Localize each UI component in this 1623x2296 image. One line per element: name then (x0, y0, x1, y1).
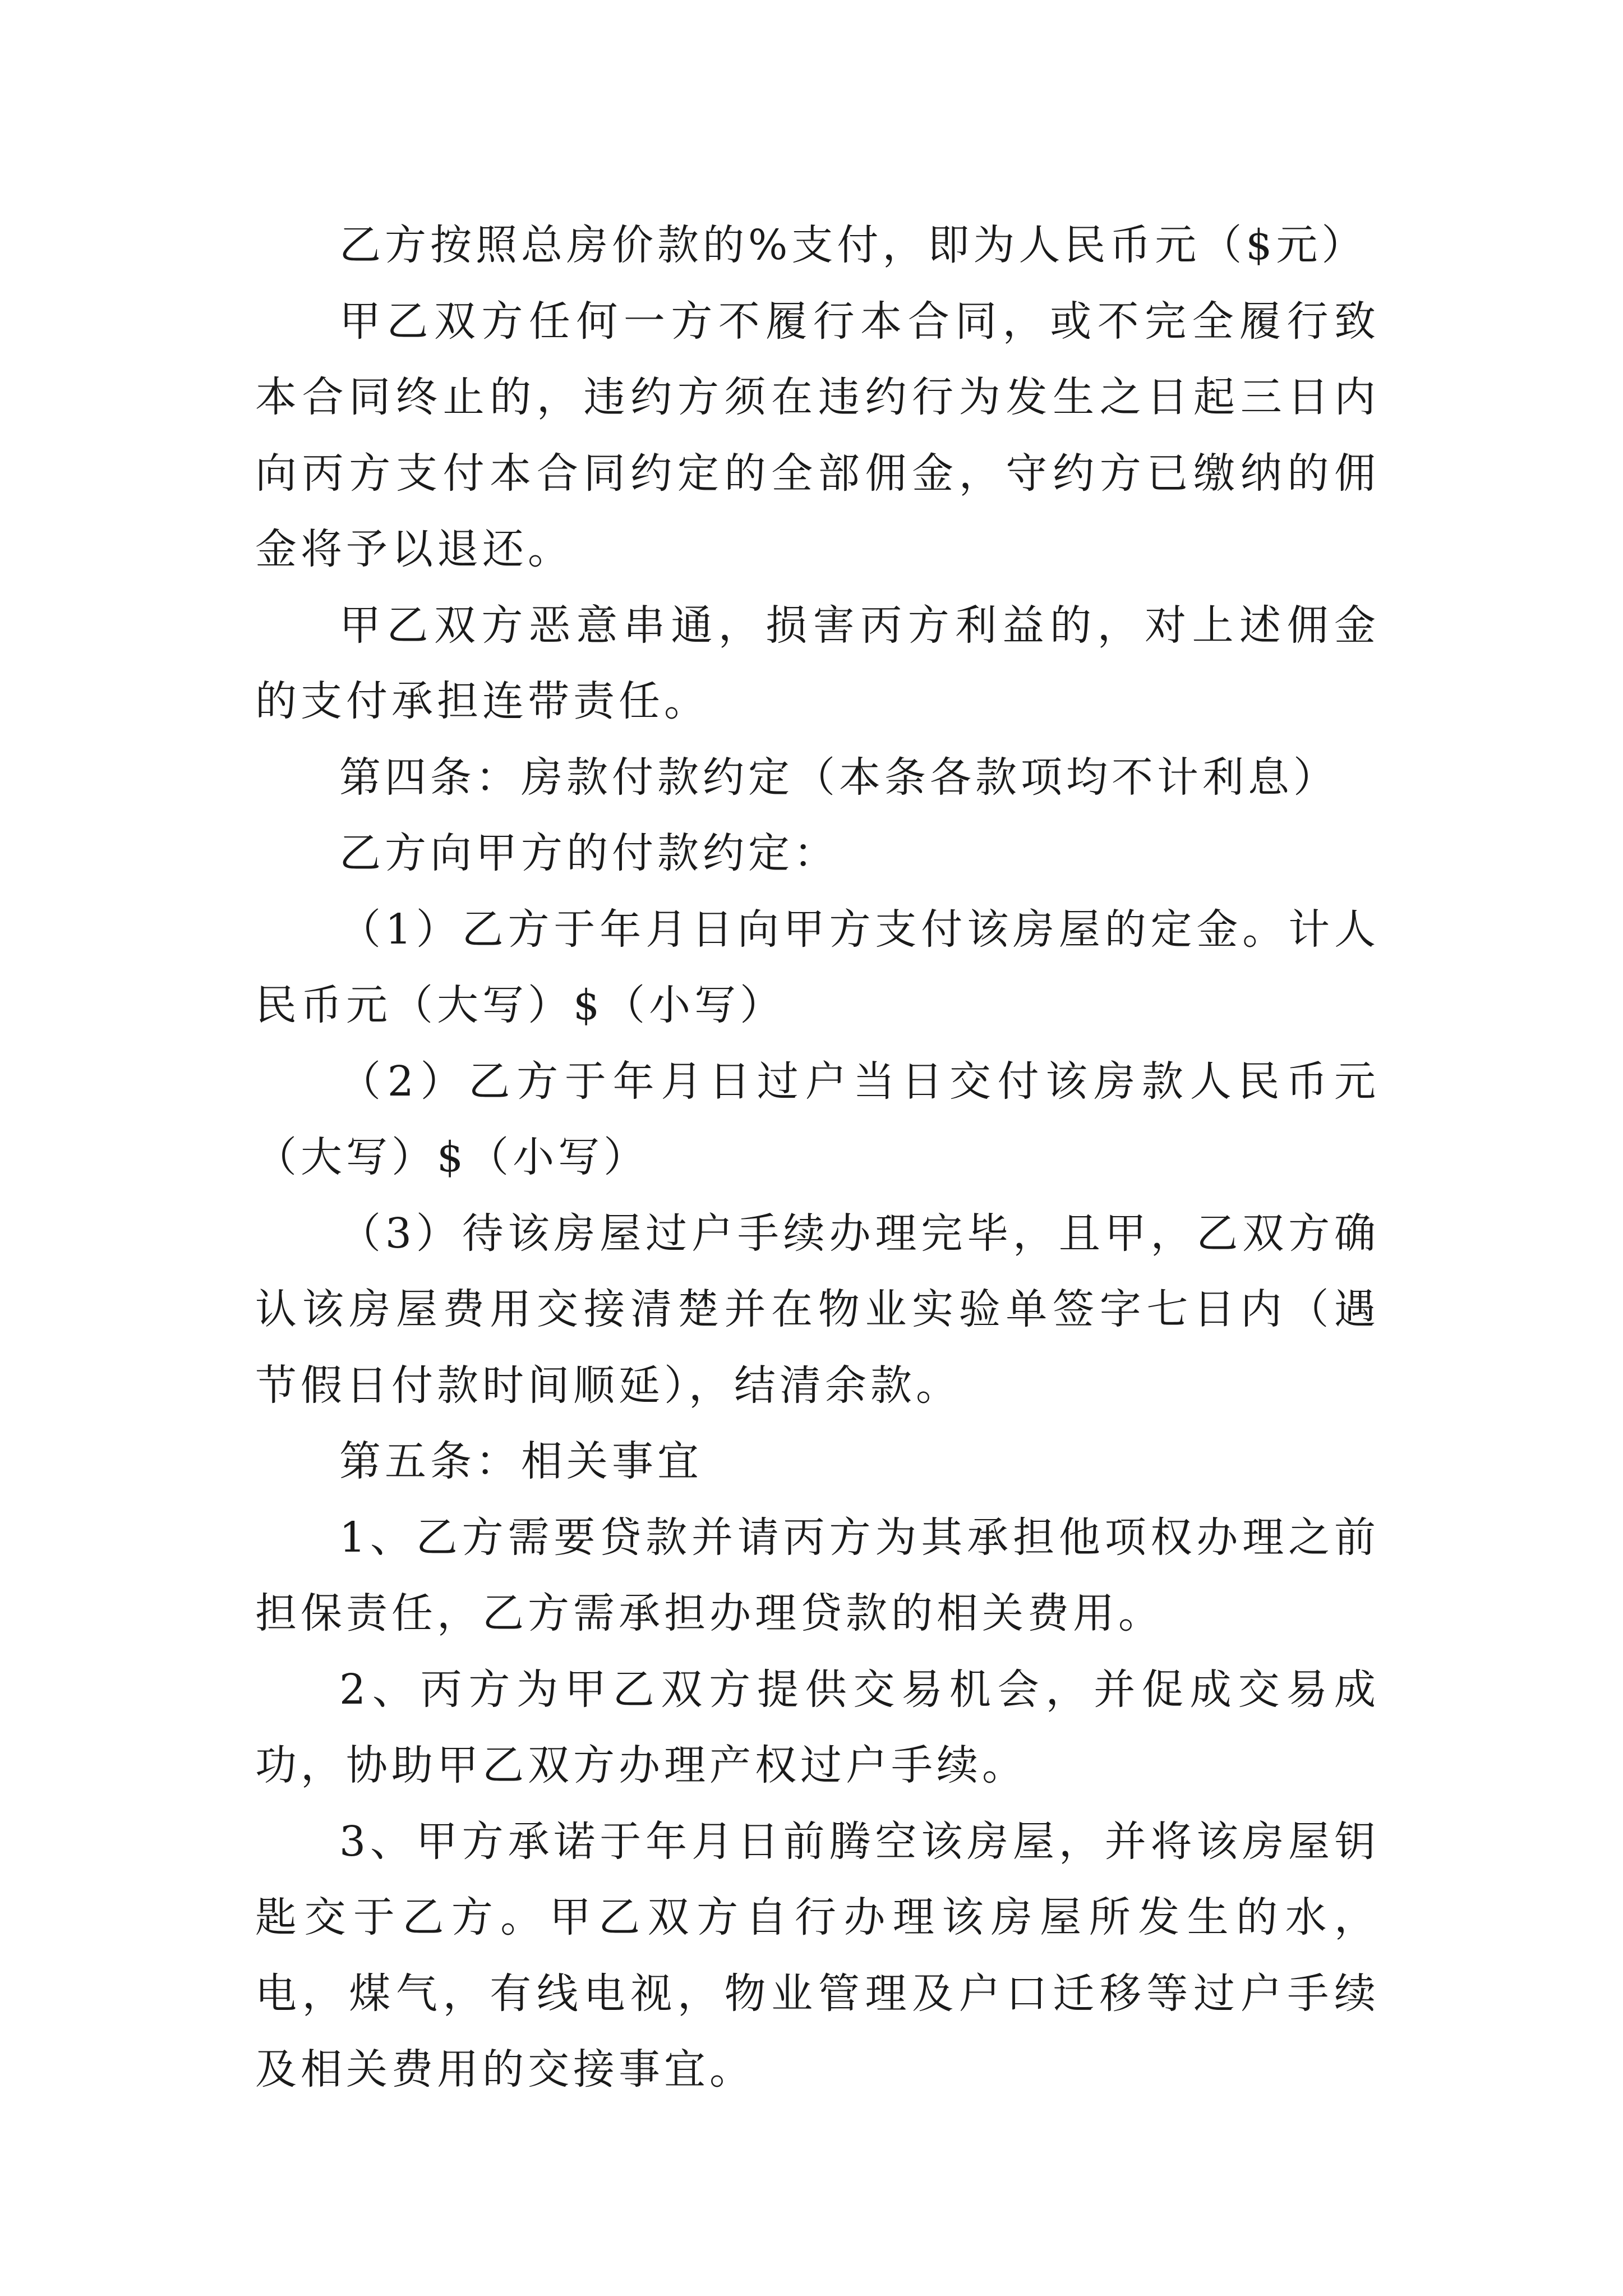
paragraph-balance-item: （3）待该房屋过户手续办理完毕，且甲，乙双方确认该房屋费用交接清楚并在物业实验单签字七日内（遇节假日付款时间顺延），结清余款。 (255, 1209, 1380, 1410)
article-four-heading: 第四条：房款付款约定（本条各款项均不计利息） (339, 753, 1339, 802)
paragraph-transfer-payment-item: （2）乙方于年月日过户当日交付该房款人民币元（大写）$（小写） (255, 1057, 1380, 1181)
paragraph-breach-liability: 甲乙双方任何一方不履行本合同，或不完全履行致本合同终止的，违约方须在违约行为发生之日起三日内向丙方支付本合同约定的全部佣金，守约方已缴纳的佣金将予以退还。 (255, 297, 1380, 573)
paragraph-payment-agreement: 乙方向甲方的付款约定： (339, 829, 839, 877)
paragraph-deposit-item: （1）乙方于年月日向甲方支付该房屋的定金。计人民币元（大写）$（小写） (255, 905, 1380, 1029)
paragraph-commission-payment: 乙方按照总房价款的%支付，即为人民币元（$元） (339, 221, 1367, 269)
paragraph-transaction-item: 2、丙方为甲乙双方提供交易机会，并促成交易成功，协助甲乙双方办理产权过户手续。 (255, 1665, 1380, 1789)
paragraph-loan-item: 1、乙方需要贷款并请丙方为其承担他项权办理之前担保责任，乙方需承担办理贷款的相关费用。 (255, 1513, 1380, 1637)
article-five-heading: 第五条：相关事宜 (339, 1437, 703, 1485)
paragraph-handover-item: 3、甲方承诺于年月日前腾空该房屋，并将该房屋钥匙交于乙方。甲乙双方自行办理该房屋所发生的水，电，煤气，有线电视，物业管理及户口迁移等过户手续及相关费用的交接事宜。 (255, 1817, 1380, 2093)
document-body (255, 208, 1380, 2108)
paragraph-collusion-liability: 甲乙双方恶意串通，损害丙方利益的，对上述佣金的支付承担连带责任。 (255, 601, 1380, 725)
